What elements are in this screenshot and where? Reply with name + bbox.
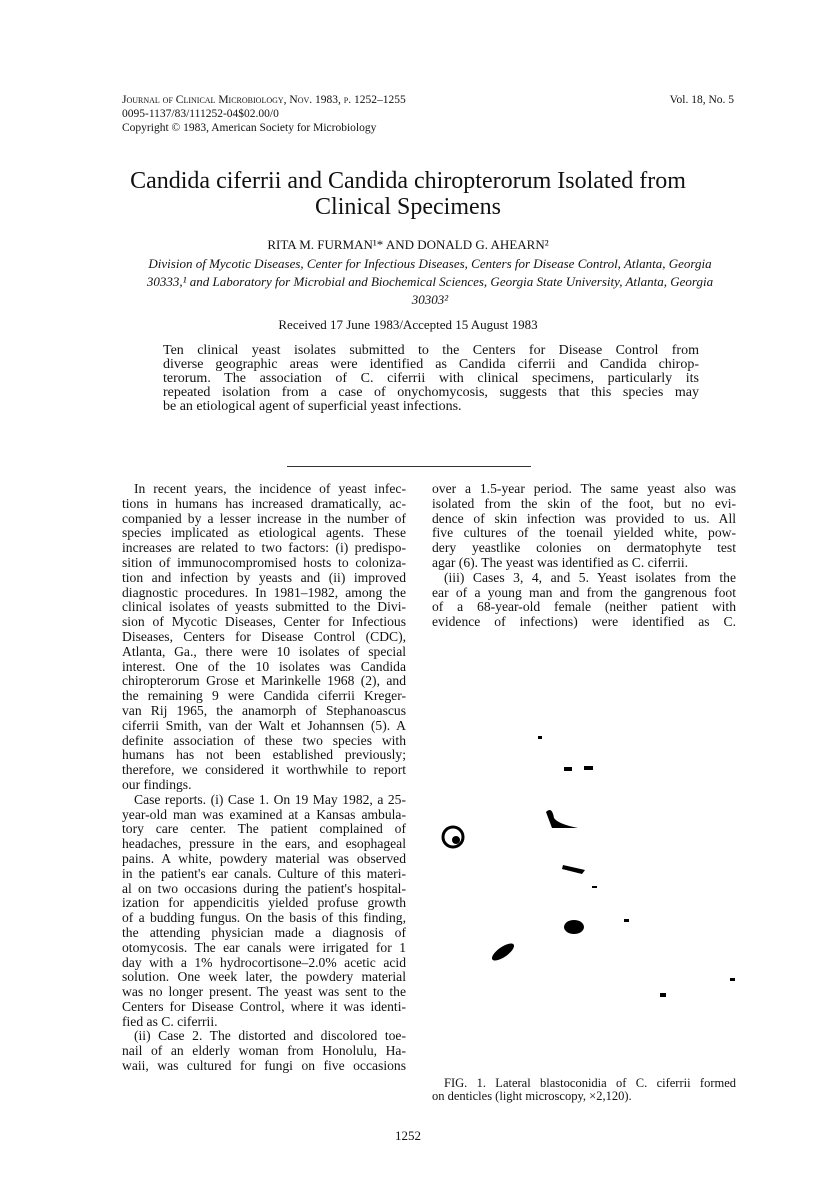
issn-line: 0095-1137/83/111252-04$02.00/0 — [122, 108, 279, 120]
title-line-2: Clinical Specimens — [315, 194, 501, 220]
received-dates: Received 17 June 1983/Accepted 15 August 1983 — [278, 317, 538, 332]
affiliation — [120, 255, 740, 309]
conidium-blob — [564, 920, 584, 934]
body-text-line: in the patient's ear canals. Culture of this materi- — [122, 865, 406, 881]
abstract — [163, 341, 699, 414]
body-text-line: otomycosis. The ear canals were irrigated for 1 — [122, 939, 406, 955]
body-text-line: was no longer present. The yeast was sent to the — [122, 984, 406, 1000]
body-text-line: companied by a lesser increase in the number of — [122, 510, 406, 526]
body-text-line: Diseases, Centers for Disease Control (CDC), — [122, 628, 406, 644]
body-text-line: tory care center. The patient complained of — [122, 821, 406, 837]
page-number: 1252 — [395, 1128, 421, 1143]
right-column — [432, 482, 736, 630]
figure-micrograph — [428, 690, 748, 1020]
journal-name: Journal of Clinical Microbiology, Nov. 1983, p. 1252–1255 — [122, 94, 406, 106]
debris — [730, 978, 735, 981]
figure-caption — [432, 1076, 736, 1101]
body-text-line: interest. One of the 10 isolates was Candida — [122, 658, 406, 674]
body-text-line: day with a 1% hydrocortisone–2.0% acetic acid — [122, 954, 406, 970]
body-text-line: of a budding fungus. On the basis of this finding, — [122, 910, 406, 926]
body-text-line: humans has not been established previously; — [122, 747, 406, 763]
debris — [564, 767, 572, 771]
left-column — [122, 482, 406, 1074]
body-text-line: nail of an elderly woman from Honolulu, Ha- — [122, 1043, 406, 1059]
body-text-line: waii, was cultured for fungi on five occasions — [122, 1058, 406, 1074]
body-text-line: al on two occasions during the patient's hospital- — [122, 880, 406, 896]
body-text-line: diagnostic procedures. In 1981–1982, among the — [122, 584, 406, 600]
body-text-line: evidence of infections) were identified as C. — [432, 614, 736, 630]
article-title — [0, 168, 816, 220]
body-text-line: Atlanta, Ga., there were 10 isolates of special — [122, 643, 406, 659]
body-text-line: Centers for Disease Control, where it was identi- — [122, 998, 406, 1014]
body-text-line: ization for appendicitis yielded profuse growth — [122, 895, 406, 911]
body-text-line: In recent years, the incidence of yeast infec- — [134, 481, 406, 496]
copyright-line: Copyright © 1983, American Society for Microbiology — [122, 122, 377, 134]
body-text-line: the attending physician made a diagnosis of — [122, 924, 406, 940]
body-text-line: chiropterorum Grose et Marinkelle 1968 (2), and — [122, 673, 406, 689]
body-text-line: fied as C. ciferrii. — [122, 1013, 218, 1029]
body-text-line: of a 68-year-old female (neither patient with — [432, 599, 736, 615]
conidium-blob — [489, 940, 516, 963]
body-text-line: sition of immunocompromised hosts to coloniza- — [122, 554, 406, 570]
body-text-line: our findings. — [122, 776, 192, 792]
body-text-line: dence of skin infection was provided to us. All — [432, 510, 736, 526]
caption-line: FIG. 1. Lateral blastoconidia of C. ciferrii formed — [444, 1076, 736, 1090]
body-text-line: solution. One week later, the powdery material — [122, 969, 406, 985]
debris — [538, 736, 542, 739]
authors: RITA M. FURMAN¹* AND DONALD G. AHEARN² — [267, 237, 549, 252]
body-text-line: isolated from the skin of the foot, but no evi- — [432, 495, 736, 511]
affiliation-line: Division of Mycotic Diseases, Center for Infectious Diseases, Centers for Disease Control, Atlanta, Georgia — [148, 256, 712, 271]
hypha-fragment — [546, 810, 578, 828]
conidium-ring — [443, 827, 463, 847]
abstract-line: be an etiological agent of superficial yeast infections. — [163, 399, 462, 414]
body-text-line: tion and infection by yeasts and (ii) improved — [122, 569, 406, 585]
body-text-line: five cultures of the toenail yielded white, pow- — [432, 525, 736, 541]
abstract-line: terorum. The association of C. ciferrii with clinical specimens, particularly its — [163, 371, 699, 386]
hypha-fragment — [562, 865, 585, 874]
affiliation-line: 30333,¹ and Laboratory for Microbial and Biochemical Sciences, Georgia State University, Atlanta, Georgia — [146, 274, 714, 289]
debris — [592, 886, 597, 888]
conidium-spot — [452, 836, 460, 844]
body-text-line: tions in humans has increased dramatically, ac- — [122, 495, 406, 511]
body-text-line: therefore, we considered it worthwhile to report — [122, 762, 406, 778]
body-text-line: over a 1.5-year period. The same yeast also was — [432, 481, 736, 496]
body-text-line: the remaining 9 were Candida ciferrii Kreger- — [122, 688, 406, 704]
affiliation-line: 30303² — [411, 292, 449, 307]
body-text-line: increases are related to two factors: (i) predispo- — [122, 540, 406, 556]
body-text-line: van Rij 1965, the anamorph of Stephanoascus — [122, 702, 406, 718]
body-text-line: species implicated as etiological agents. These — [122, 525, 406, 541]
abstract-line: repeated isolation from a case of onychomycosis, suggests that this species may — [163, 385, 699, 400]
body-text-line: headaches, pressure in the ears, and esophageal — [122, 836, 406, 852]
abstract-line: Ten clinical yeast isolates submitted to the Centers for Disease Control from — [163, 343, 699, 358]
section-divider — [287, 466, 531, 467]
body-text-line: clinical isolates of yeasts submitted to the Divi- — [122, 599, 406, 615]
abstract-line: diverse geographic areas were identified as Candida ciferrii and Candida chirop- — [163, 357, 699, 372]
body-text-line: (iii) Cases 3, 4, and 5. Yeast isolates from the — [444, 569, 736, 585]
body-text-line: Case reports. (i) Case 1. On 19 May 1982, a 25- — [134, 791, 406, 807]
body-text-line: (ii) Case 2. The distorted and discolored toe- — [134, 1028, 406, 1044]
body-text-line: ciferrii Smith, van der Walt et Johannsen (5). A — [122, 717, 406, 733]
body-text-line: definite association of these two species with — [122, 732, 406, 748]
body-text-line: agar (6). The yeast was identified as C. ciferrii. — [432, 554, 689, 570]
caption-line: on denticles (light microscopy, ×2,120). — [432, 1088, 632, 1103]
debris — [584, 766, 593, 770]
title-line-1: Candida ciferrii and Candida chiropterorum Isolated from — [130, 168, 686, 194]
debris — [624, 919, 629, 922]
body-text-line: sion of Mycotic Diseases, Center for Infectious — [122, 614, 406, 630]
debris — [660, 993, 666, 997]
body-text-line: ear of a young man and from the gangrenous foot — [432, 584, 736, 600]
body-text-line: dery yeastlike colonies on dermatophyte test — [432, 540, 736, 556]
body-text-line: pains. A white, powdery material was observed — [122, 850, 406, 866]
volume-issue: Vol. 18, No. 5 — [669, 94, 734, 106]
body-text-line: year-old man was examined at a Kansas ambula- — [122, 806, 406, 822]
